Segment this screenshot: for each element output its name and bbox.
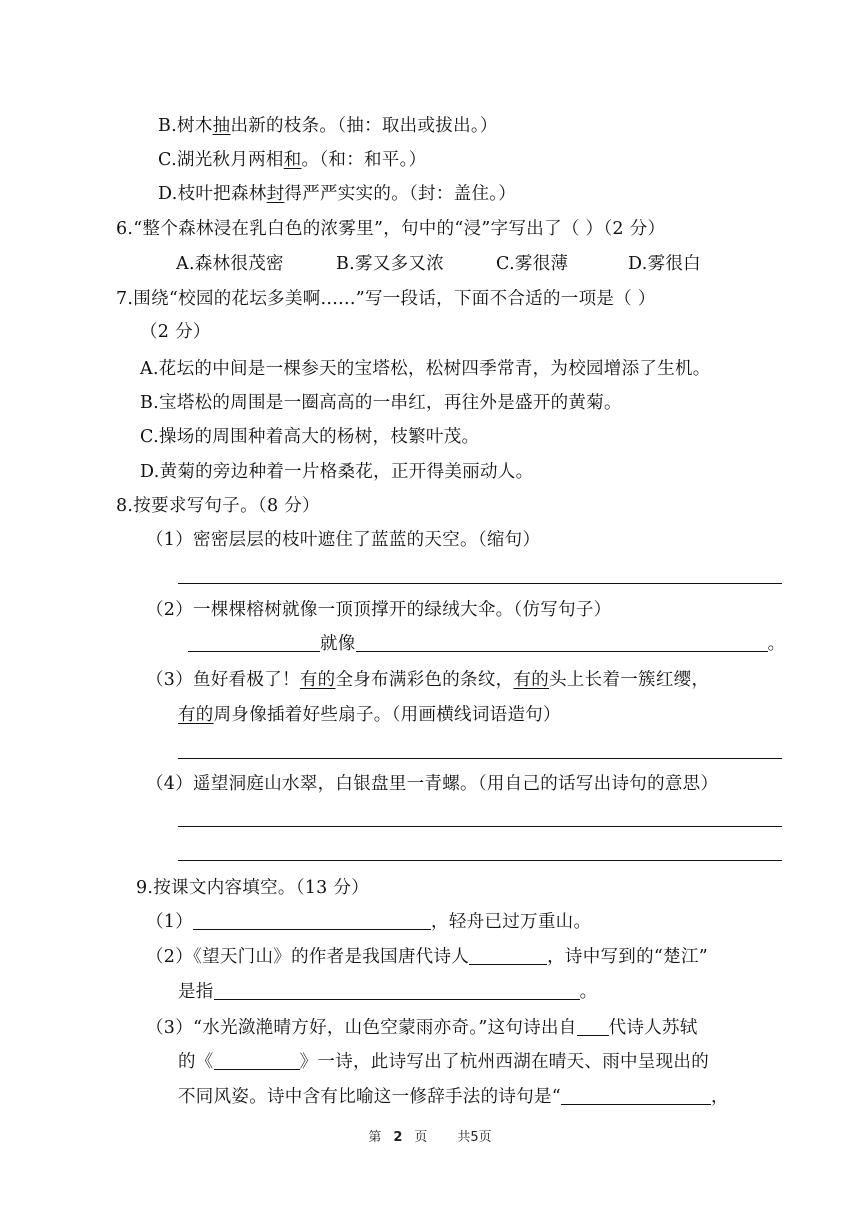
q9-sub2-b: ，诗中写到的“楚江”: [547, 947, 708, 967]
q7-score: （2 分）: [140, 322, 211, 342]
q9-sub1-blank[interactable]: [193, 911, 431, 930]
q9-sub2-a: （2）《望天门山》的作者是我国唐代诗人: [146, 947, 470, 967]
q6-stem: 6.“整个森林浸在乳白色的浓雾里”，句中的“浸”字写出了（ ）（2 分）: [116, 219, 666, 239]
q6-option-c[interactable]: C.雾很薄: [496, 254, 569, 274]
q5-option-c: [158, 148, 426, 172]
q9-sub1-pre: （1）: [146, 912, 194, 932]
q7-option-d[interactable]: D.黄菊的旁边种着一片格桑花，正开得美丽动人。: [140, 462, 534, 482]
q5-d-post: 得严严实实的。（封：盖住。）: [284, 184, 517, 204]
q9-sub2-line2: [178, 980, 597, 1004]
q9-sub2: [146, 945, 708, 969]
q9-sub3: [146, 1016, 698, 1040]
q8-sub2-template: [188, 632, 785, 656]
q5-b-pre: B.树木: [158, 116, 213, 136]
q8-sub3-underlined-3: 有的: [178, 705, 214, 725]
q8-sub4-answer-line-1[interactable]: [178, 826, 782, 827]
q8-sub1-answer-line[interactable]: [178, 583, 782, 584]
q8-sub3-mid-1: 全身布满彩色的条纹，: [335, 670, 514, 690]
q8-sub2: （2）一棵棵榕树就像一顶顶撑开的绿绒大伞。（仿写句子）: [146, 600, 612, 620]
q8-sub3-line2: [178, 703, 561, 727]
q9-sub2-blank-poet[interactable]: [469, 946, 547, 965]
q5-b-underlined: 抽: [212, 116, 231, 136]
q9-sub3-f: ，: [711, 1087, 729, 1107]
q9-sub3-a: （3）“水光潋滟晴方好，山色空蒙雨亦奇。”这句诗出自: [146, 1018, 577, 1038]
q7-option-c[interactable]: C.操场的周围种着高大的杨树，枝繁叶茂。: [140, 427, 480, 447]
footer-page-number: 2: [393, 1130, 403, 1145]
q8-stem: 8.按要求写句子。（8 分）: [116, 496, 320, 516]
q9-sub3-e: 不同风姿。诗中含有比喻这一修辞手法的诗句是“: [178, 1087, 562, 1107]
q8-sub1: （1）密密层层的枝叶遮住了蓝蓝的天空。（缩句）: [146, 530, 541, 550]
q9-sub3-c: 的《: [178, 1052, 214, 1072]
q6-option-d[interactable]: D.雾很白: [628, 254, 701, 274]
q9-sub3-blank-dynasty[interactable]: [577, 1017, 609, 1036]
q6-option-b[interactable]: B.雾又多又浓: [336, 254, 445, 274]
q9-sub1-post: ，轻舟已过万重山。: [431, 912, 592, 932]
q8-sub3-underlined-1: 有的: [299, 670, 336, 690]
q5-d-underlined: 封: [266, 184, 285, 204]
page-footer: [0, 1126, 860, 1145]
q5-c-underlined: 和: [283, 150, 302, 170]
q9-sub3-blank-metaphor[interactable]: [561, 1086, 711, 1105]
q8-sub3-mid-2: 头上长着一簇红缨，: [549, 670, 710, 690]
q5-option-d: [158, 182, 516, 206]
q7-stem: 7.围绕“校园的花坛多美啊......”写一段话，下面不合适的一项是（ ）: [116, 289, 656, 309]
q8-sub2-blank-1[interactable]: [188, 633, 320, 652]
q7-option-b[interactable]: B.宝塔松的周围是一圈高高的一串红，再往外是盛开的黄菊。: [140, 393, 622, 413]
q9-sub2-c: 是指: [178, 982, 214, 1002]
q9-sub3-blank-title[interactable]: [214, 1051, 300, 1070]
q8-sub3: [146, 668, 709, 692]
q8-sub2-blank-2[interactable]: [356, 633, 768, 652]
q8-sub3-underlined-2: 有的: [513, 670, 550, 690]
q9-sub2-d: 。: [579, 982, 598, 1002]
q9-sub3-line2: [178, 1050, 709, 1074]
q6-option-a[interactable]: A.森林很茂密: [176, 254, 284, 274]
q7-option-a[interactable]: A.花坛的中间是一棵参天的宝塔松，松树四季常青，为校园增添了生机。: [140, 359, 711, 379]
footer-ye: 页: [414, 1130, 428, 1145]
q8-sub3-answer-line[interactable]: [178, 758, 782, 759]
q5-c-pre: C.湖光秋月两相: [158, 150, 284, 170]
q8-sub2-end: 。: [767, 634, 786, 654]
q5-c-post: 。（和：和平。）: [301, 150, 427, 170]
footer-di: 第: [368, 1130, 382, 1145]
q9-stem: 9.按课文内容填空。（13 分）: [136, 878, 370, 898]
q8-sub3-post: 周身像插着好些扇子。（用画横线词语造句）: [213, 705, 561, 725]
q6-options: [176, 252, 701, 276]
q5-b-post: 出新的枝条。（抽：取出或拔出。）: [230, 116, 498, 136]
q9-sub2-blank-chujiang[interactable]: [214, 981, 580, 1000]
q8-sub2-mid: 就像: [320, 634, 356, 654]
q8-sub4-answer-line-2[interactable]: [178, 860, 782, 861]
q9-sub3-b: 代诗人苏轼: [608, 1018, 698, 1038]
footer-total-pages: 共5页: [457, 1130, 492, 1145]
q5-d-pre: D.枝叶把森林: [158, 184, 267, 204]
q8-sub4: （4）遥望洞庭山水翠，白银盘里一青螺。（用自己的话写出诗句的意思）: [146, 774, 719, 794]
q9-sub1: [146, 910, 591, 934]
q5-option-b: [158, 114, 498, 138]
q9-sub3-d: 》一诗，此诗写出了杭州西湖在晴天、雨中呈现出的: [299, 1052, 710, 1072]
q9-sub3-line3: [178, 1085, 729, 1109]
q8-sub3-pre: （3）鱼好看极了！: [146, 670, 300, 690]
